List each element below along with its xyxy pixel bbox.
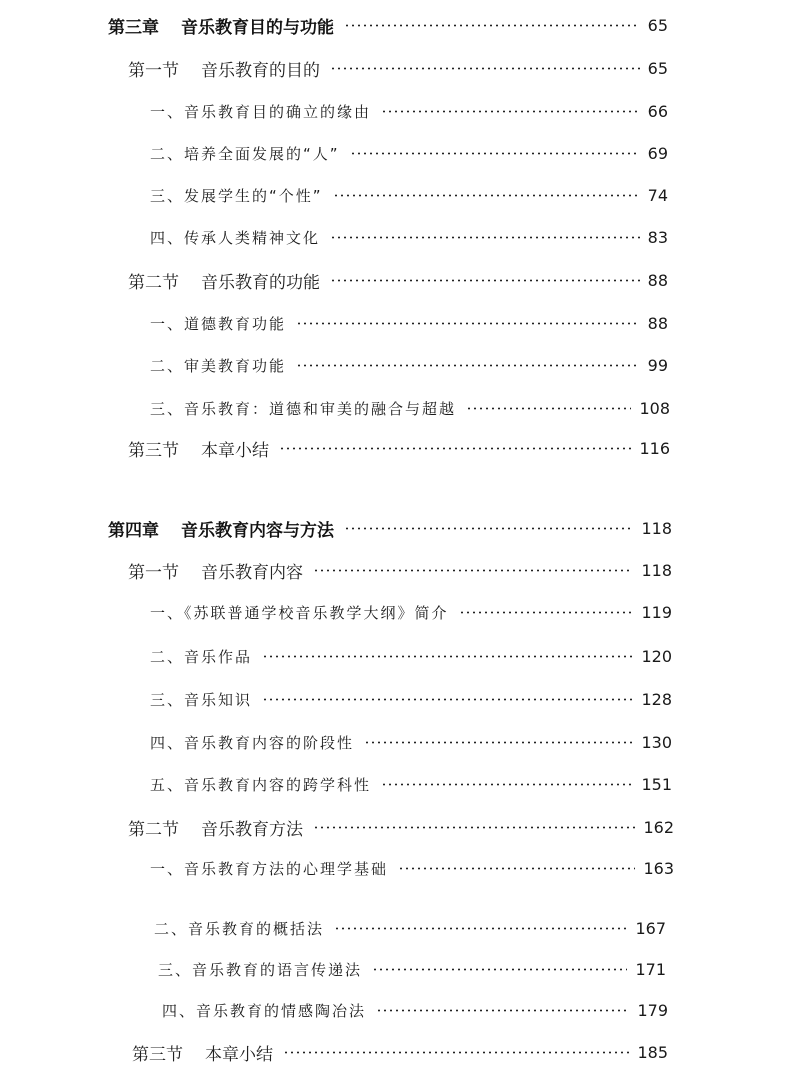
toc-entry-label (128, 436, 269, 461)
toc-page-number: 185 (637, 1042, 668, 1062)
toc-entry-label (128, 815, 303, 840)
toc-section-row (128, 433, 670, 463)
dot-leader (459, 611, 634, 614)
toc-item-row (150, 853, 674, 883)
toc-entry-number: 第三章 (108, 17, 159, 38)
toc-entry-label (132, 1040, 273, 1065)
toc-entry-label (150, 858, 388, 879)
dot-leader (296, 364, 640, 367)
toc-entry-label (162, 1000, 366, 1021)
toc-entry-label (128, 56, 320, 81)
toc-entry-title: 音乐教育内容与方法 (181, 520, 334, 541)
toc-entry-label (150, 774, 371, 795)
toc-entry-label (150, 313, 286, 334)
dot-leader (372, 968, 627, 971)
toc-item-row (150, 138, 668, 168)
toc-entry-number: 第三节 (128, 440, 179, 461)
toc-entry-label (154, 918, 324, 939)
toc-entry-title: 二、培养全面发展的“人” (150, 144, 340, 163)
toc-entry-label (150, 185, 323, 206)
toc-item-row (150, 222, 668, 252)
toc-entry-label (150, 646, 252, 667)
toc-entry-number: 第二节 (128, 272, 179, 293)
toc-page-number: 119 (641, 602, 672, 622)
toc-entry-label (128, 558, 303, 583)
toc-section-row (128, 265, 668, 295)
toc-entry-label (108, 516, 334, 541)
toc-page-number: 120 (641, 646, 672, 666)
toc-page-number: 65 (647, 58, 668, 78)
dot-leader (330, 279, 640, 282)
toc-entry-number: 第二节 (128, 819, 179, 840)
toc-item-row (150, 350, 668, 380)
dot-leader (333, 194, 640, 197)
toc-page-number: 108 (639, 398, 670, 418)
toc-page-number: 88 (647, 313, 668, 333)
toc-chapter-row (108, 513, 672, 543)
toc-page-number: 179 (637, 1000, 668, 1020)
toc-item-row (150, 180, 668, 210)
toc-page-number: 128 (641, 689, 672, 709)
toc-entry-label (158, 959, 362, 980)
toc-entry-number: 第一节 (128, 60, 179, 81)
toc-section-row (128, 812, 674, 842)
toc-item-row (150, 641, 672, 671)
toc-page-number: 162 (643, 817, 674, 837)
toc-entry-title: 二、审美教育功能 (150, 356, 287, 375)
dot-leader (296, 322, 640, 325)
toc-item-row (154, 913, 666, 943)
dot-leader (344, 24, 640, 27)
toc-entry-title: 一、《苏联普通学校音乐教学大纲》简介 (150, 603, 449, 622)
toc-item-row (150, 684, 672, 714)
toc-page-number: 171 (635, 959, 666, 979)
toc-page-number: 66 (647, 101, 668, 121)
toc-page-number: 88 (647, 270, 668, 290)
toc-page-number: 83 (647, 227, 668, 247)
toc-page-number: 151 (641, 774, 672, 794)
dot-leader (334, 927, 627, 930)
toc-entry-title: 本章小结 (205, 1044, 273, 1065)
toc-entry-title: 本章小结 (201, 440, 269, 461)
dot-leader (398, 867, 635, 870)
toc-entry-title: 一、音乐教育目的确立的缘由 (150, 102, 372, 121)
dot-leader (313, 569, 633, 572)
toc-entry-number: 第一节 (128, 562, 179, 583)
toc-entry-label (150, 398, 456, 419)
toc-entry-title: 一、道德教育功能 (150, 314, 287, 333)
toc-entry-title: 二、音乐教育的概括法 (154, 919, 325, 938)
toc-entry-title: 音乐教育的目的 (201, 60, 320, 81)
toc-entry-title: 音乐教育内容 (201, 562, 303, 583)
toc-item-row (150, 727, 672, 757)
toc-entry-title: 三、音乐教育：道德和审美的融合与超越 (150, 399, 457, 418)
toc-entry-label (150, 355, 286, 376)
dot-leader (344, 527, 633, 530)
toc-entry-title: 二、音乐作品 (150, 647, 253, 666)
toc-entry-title: 三、音乐知识 (150, 690, 253, 709)
toc-entry-label (108, 13, 334, 38)
toc-entry-title: 三、发展学生的“个性” (150, 186, 323, 205)
toc-entry-number: 第四章 (108, 520, 159, 541)
toc-entry-title: 音乐教育目的与功能 (181, 17, 334, 38)
toc-section-row (132, 1037, 668, 1067)
toc-entry-title: 四、音乐教育的情感陶冶法 (162, 1001, 367, 1020)
toc-entry-label (150, 689, 252, 710)
dot-leader (330, 236, 640, 239)
dot-leader (262, 655, 633, 658)
dot-leader (381, 110, 640, 113)
toc-chapter-row (108, 10, 668, 40)
toc-page-number: 116 (639, 438, 670, 458)
toc-item-row (150, 769, 672, 799)
toc-entry-title: 四、传承人类精神文化 (150, 228, 321, 247)
toc-entry-title: 五、音乐教育内容的跨学科性 (150, 775, 372, 794)
dot-leader (330, 67, 640, 70)
toc-entry-number: 第三节 (132, 1044, 183, 1065)
dot-leader (381, 783, 633, 786)
dot-leader (466, 407, 631, 410)
toc-item-row (150, 96, 668, 126)
dot-leader (376, 1009, 629, 1012)
toc-page-number: 163 (643, 858, 674, 878)
toc-item-row (162, 995, 668, 1025)
toc-page-number: 74 (647, 185, 668, 205)
toc-page-number: 69 (647, 143, 668, 163)
toc-section-row (128, 555, 672, 585)
dot-leader (262, 698, 633, 701)
toc-page-number: 167 (635, 918, 666, 938)
toc-page-number: 118 (641, 560, 672, 580)
toc-entry-label (150, 143, 340, 164)
dot-leader (364, 741, 633, 744)
toc-entry-label (150, 227, 320, 248)
toc-page-number: 99 (647, 355, 668, 375)
toc-item-row (150, 308, 668, 338)
toc-entry-label (150, 732, 354, 753)
dot-leader (350, 152, 640, 155)
toc-entry-label (150, 101, 371, 122)
toc-page-number: 130 (641, 732, 672, 752)
toc-entry-title: 四、音乐教育内容的阶段性 (150, 733, 355, 752)
toc-page-number: 65 (647, 15, 668, 35)
dot-leader (283, 1051, 629, 1054)
toc-entry-label (150, 602, 449, 623)
dot-leader (279, 447, 631, 450)
toc-entry-title: 三、音乐教育的语言传递法 (158, 960, 363, 979)
toc-entry-label (128, 268, 320, 293)
dot-leader (313, 826, 635, 829)
toc-item-row (150, 597, 672, 627)
toc-item-row (158, 954, 666, 984)
toc-entry-title: 音乐教育的功能 (201, 272, 320, 293)
toc-page-number: 118 (641, 518, 672, 538)
toc-item-row (150, 393, 670, 423)
toc-entry-title: 一、音乐教育方法的心理学基础 (150, 859, 389, 878)
toc-entry-title: 音乐教育方法 (201, 819, 303, 840)
toc-section-row (128, 53, 668, 83)
